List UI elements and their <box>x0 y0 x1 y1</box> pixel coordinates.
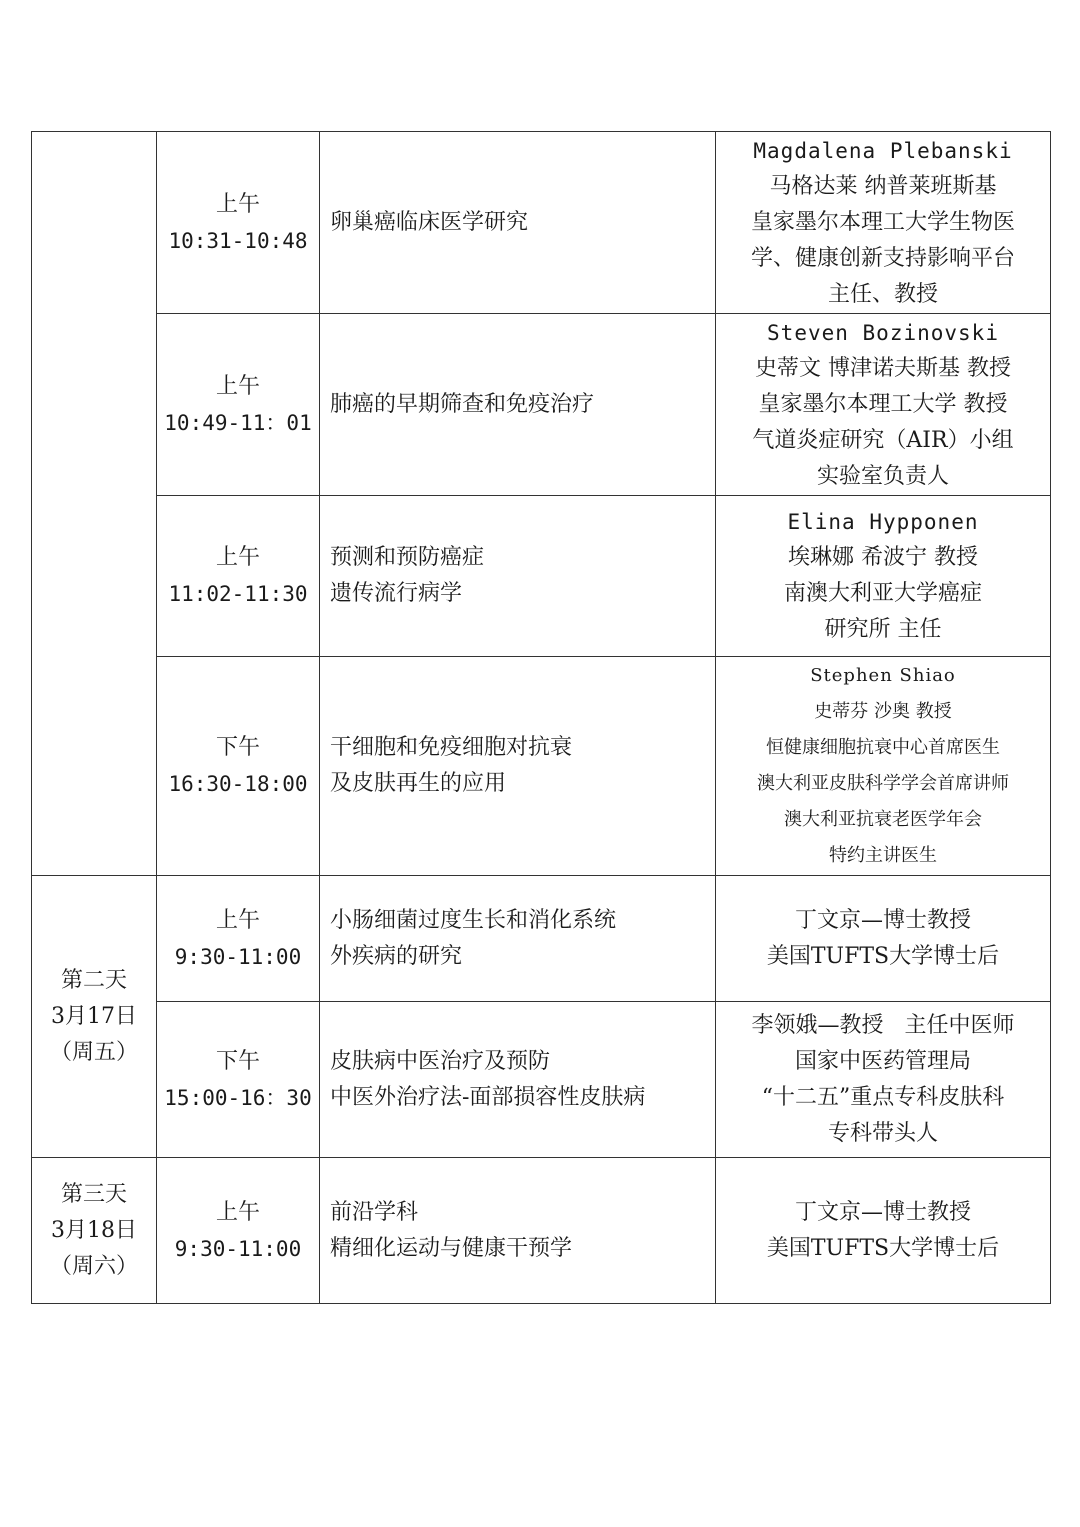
time-range: 10:31-10:48 <box>168 228 308 253</box>
time-range: 9:30-11:00 <box>174 1236 302 1261</box>
topic-line: 小肠细菌过度生长和消化系统 <box>330 907 617 933</box>
topic-cell <box>320 496 716 657</box>
speaker-line: 学、健康创新支持影响平台 <box>750 245 1015 271</box>
speaker-cell <box>716 132 1051 314</box>
table-row <box>32 314 1051 496</box>
speaker-line: 南澳大利亚大学癌症 <box>783 581 982 606</box>
topic-line: 前沿学科 <box>330 1199 419 1225</box>
topic-line: 预测和预防癌症 <box>330 545 485 570</box>
topic-cell <box>320 314 716 496</box>
speaker-name-en: Magdalena Plebanski <box>753 138 1013 163</box>
day-date: 3月18日 <box>51 1217 137 1243</box>
speaker-line: 史蒂芬 沙奥 教授 <box>814 701 952 722</box>
speaker-name-en: Elina Hypponen <box>787 510 979 534</box>
day-cell-empty <box>32 132 157 876</box>
topic-cell <box>320 1158 716 1304</box>
speaker-line: 气道炎症研究（AIR）小组 <box>752 427 1014 453</box>
topic-line: 皮肤病中医治疗及预防 <box>330 1048 551 1074</box>
time-range: 16:30-18:00 <box>168 772 308 796</box>
topic-line: 遗传流行病学 <box>330 581 463 606</box>
topic-line: 干细胞和免疫细胞对抗衰 <box>330 735 573 760</box>
speaker-line: 国家中医药管理局 <box>794 1048 971 1074</box>
speaker-line: 专科带头人 <box>827 1120 938 1146</box>
topic-cell <box>320 1002 716 1158</box>
speaker-cell <box>716 1158 1051 1304</box>
day-cell <box>32 1158 157 1304</box>
period-label: 上午 <box>215 373 260 399</box>
time-cell <box>157 876 320 1002</box>
day-weekday: （周五） <box>49 1039 138 1065</box>
time-range: 15:00-16：30 <box>164 1085 312 1110</box>
time-cell <box>157 1002 320 1158</box>
time-cell <box>157 496 320 657</box>
table-row <box>32 1158 1051 1304</box>
speaker-name-en: Steven Bozinovski <box>767 320 999 345</box>
speaker-line: 皇家墨尔本理工大学 教授 <box>758 391 1008 417</box>
day-label: 第二天 <box>60 967 127 993</box>
speaker-line: 研究所 主任 <box>824 617 942 642</box>
period-label: 上午 <box>215 545 260 570</box>
speaker-line: 澳大利亚抗衰老医学年会 <box>784 809 982 830</box>
topic-cell <box>320 132 716 314</box>
schedule-table <box>31 131 1051 1304</box>
speaker-line: 实验室负责人 <box>816 463 949 489</box>
speaker-name-en: Stephen Shiao <box>810 665 956 686</box>
speaker-line: 丁文京—博士教授 <box>794 1199 971 1225</box>
day-weekday: （周六） <box>49 1253 138 1279</box>
day-label: 第三天 <box>60 1181 127 1207</box>
topic-line: 及皮肤再生的应用 <box>330 771 507 796</box>
speaker-cell <box>716 496 1051 657</box>
topic-line: 外疾病的研究 <box>330 943 463 969</box>
table-row <box>32 876 1051 1002</box>
topic-line: 肺癌的早期筛查和免疫治疗 <box>330 391 595 417</box>
time-cell <box>157 1158 320 1304</box>
period-label: 上午 <box>215 907 260 933</box>
speaker-line: 丁文京—博士教授 <box>794 907 971 933</box>
speaker-line: 李领娥—教授 主任中医师 <box>751 1012 1015 1038</box>
topic-cell <box>320 657 716 876</box>
time-range: 11:02-11:30 <box>168 582 308 606</box>
topic-line: 卵巢癌临床医学研究 <box>330 209 529 235</box>
table-row <box>32 496 1051 657</box>
day-cell <box>32 876 157 1158</box>
speaker-cell <box>716 876 1051 1002</box>
speaker-line: 马格达莱 纳普莱班斯基 <box>769 173 997 199</box>
speaker-line: 恒健康细胞抗衰中心首席医生 <box>766 737 1000 758</box>
period-label: 下午 <box>215 1048 260 1074</box>
table-row <box>32 132 1051 314</box>
speaker-cell <box>716 657 1051 876</box>
time-cell <box>157 314 320 496</box>
day-date: 3月17日 <box>51 1003 137 1029</box>
time-range: 9:30-11:00 <box>174 944 302 969</box>
speaker-cell <box>716 314 1051 496</box>
speaker-line: 美国TUFTS大学博士后 <box>766 1235 1000 1261</box>
time-range: 10:49-11：01 <box>164 410 312 435</box>
speaker-line: 埃琳娜 希波宁 教授 <box>788 545 978 570</box>
speaker-line: 美国TUFTS大学博士后 <box>766 943 1000 969</box>
speaker-line: 澳大利亚皮肤科学学会首席讲师 <box>757 773 1009 794</box>
period-label: 下午 <box>215 735 260 760</box>
time-cell <box>157 132 320 314</box>
speaker-line: 特约主讲医生 <box>829 845 937 866</box>
topic-line: 精细化运动与健康干预学 <box>330 1235 573 1261</box>
period-label: 上午 <box>215 1199 260 1225</box>
speaker-cell <box>716 1002 1051 1158</box>
table-row <box>32 657 1051 876</box>
speaker-line: 史蒂文 博津诺夫斯基 教授 <box>755 355 1011 381</box>
period-label: 上午 <box>215 191 260 217</box>
speaker-line: 皇家墨尔本理工大学生物医 <box>750 209 1015 235</box>
speaker-line: “十二五”重点专科皮肤科 <box>761 1084 1005 1110</box>
topic-cell <box>320 876 716 1002</box>
speaker-line: 主任、教授 <box>827 281 938 307</box>
table-row <box>32 1002 1051 1158</box>
topic-line: 中医外治疗法-面部损容性皮肤病 <box>330 1084 646 1110</box>
time-cell <box>157 657 320 876</box>
